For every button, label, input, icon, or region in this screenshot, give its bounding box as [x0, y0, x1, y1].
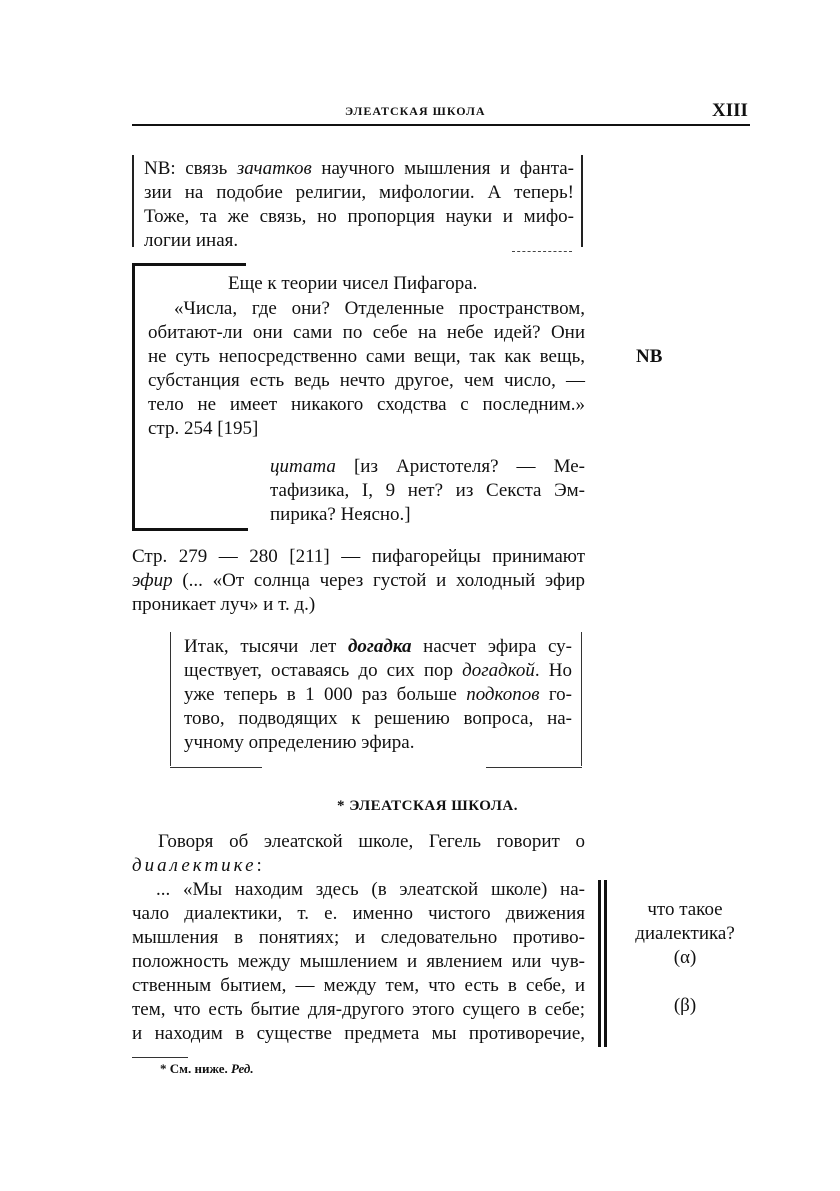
eleatic-line-8: тем, что есть бытие для-другого этого сущего в себе; — [132, 999, 585, 1020]
box2-line-4: тово, подводящих к решению вопроса, на- — [184, 708, 572, 729]
pythagoras-intro: Еще к теории чисел Пифагора. — [228, 273, 478, 294]
double-rule-left — [598, 880, 601, 1047]
footnote: * См. ниже. Ред. — [160, 1061, 254, 1076]
running-header-title: ЭЛЕАТСКАЯ ШКОЛА — [345, 104, 486, 118]
pythagoras-line-3: обитают-ли они сами по себе на небе идей? Они — [148, 322, 585, 343]
pythagoras-line-4: не суть непосредственно сами вещи, так как вещь, — [148, 346, 585, 367]
pythagoras-line-5: субстанция есть ведь нечто другое, чем число, — — [148, 370, 585, 391]
box2-line-1: Итак, тысячи лет догадка насчет эфира су- — [184, 636, 572, 657]
ether-paragraph — [132, 545, 585, 617]
box1-line-1: NB: связь зачатков научного мышления и фанта- — [144, 158, 574, 179]
box2-right-border — [581, 632, 582, 766]
box2-bottom-left-rule — [170, 767, 262, 768]
margin-alpha: (α) — [673, 947, 697, 968]
eleatic-line-6: положность между мышлением и явлением или чув- — [132, 951, 585, 972]
footnote-rule — [132, 1057, 188, 1058]
double-rule-right — [604, 880, 607, 1047]
eleatic-paragraph — [132, 830, 585, 1046]
margin-note-dialectics — [620, 898, 750, 970]
ether-line-1: Стр. 279 — 280 [211] — пифагорейцы принимают — [132, 546, 585, 567]
box1-line-4: логии иная. — [144, 230, 239, 251]
page-number: XIII — [712, 100, 748, 121]
box2-line-3: уже теперь в 1 000 раз больше подкопов го- — [184, 684, 572, 705]
bracket-top — [132, 263, 246, 266]
header-rule — [132, 124, 750, 126]
bracket-vertical — [132, 263, 135, 531]
box2-line-5: учному определению эфира. — [184, 732, 415, 753]
margin-note-line-1: что такое — [647, 899, 723, 920]
citation-line-1: цитата [из Аристотеля? — Ме- — [270, 456, 585, 477]
eleatic-line-9: и находим в существе предмета мы противоречие, — [132, 1023, 585, 1044]
box2-bottom-right-rule — [486, 767, 582, 768]
eleatic-line-4: чало диалектики, т. е. именно чистого движения — [132, 903, 585, 924]
pythagoras-line-2: «Числа, где они? Отделенные пространством, — [174, 298, 585, 319]
eleatic-line-2: диалектике: — [132, 855, 262, 876]
ether-line-3: проникает луч» и т. д.) — [132, 594, 316, 615]
pythagoras-quote — [148, 297, 585, 441]
pythagoras-line-7: стр. 254 [195] — [148, 418, 259, 439]
box1-left-border — [132, 155, 134, 247]
margin-note-line-2: диалектика? — [635, 923, 735, 944]
eleatic-line-3: ... «Мы находим здесь (в элеатской школе) на- — [156, 879, 585, 900]
box1-line-2: зии на подобие религии, мифологии. А теперь! — [144, 182, 574, 203]
bracket-bottom — [132, 528, 248, 531]
eleatic-line-1: Говоря об элеатской школе, Гегель говорит о — [158, 831, 585, 852]
citation-line-2: тафизика, I, 9 нет? из Секста Эм- — [270, 480, 585, 501]
ether-line-2: эфир (... «От солнца через густой и холодный эфир — [132, 570, 585, 591]
pythagoras-citation — [270, 455, 585, 527]
box1-line-3: Тоже, та же связь, но пропорция науки и мифо- — [144, 206, 574, 227]
margin-beta: (β) — [673, 995, 697, 1016]
box1-right-border — [581, 155, 583, 247]
pythagoras-line-6: тело не имеет никакого сходства с последним.» — [148, 394, 585, 415]
eleatic-line-7: ственным бытием, — между тем, что есть в себе, и — [132, 975, 585, 996]
margin-nb: NB — [636, 346, 663, 367]
section-heading: * ЭЛЕАТСКАЯ ШКОЛА. — [337, 798, 518, 814]
eleatic-line-5: мышления в понятиях; и следовательно противо- — [132, 927, 585, 948]
box2-text — [184, 635, 572, 755]
box2-line-2: ществует, оставаясь до сих пор догадкой. Но — [184, 660, 572, 681]
citation-line-3: пирика? Неясно.] — [270, 504, 411, 525]
box1-text — [144, 157, 574, 253]
box2-left-border — [170, 632, 171, 766]
